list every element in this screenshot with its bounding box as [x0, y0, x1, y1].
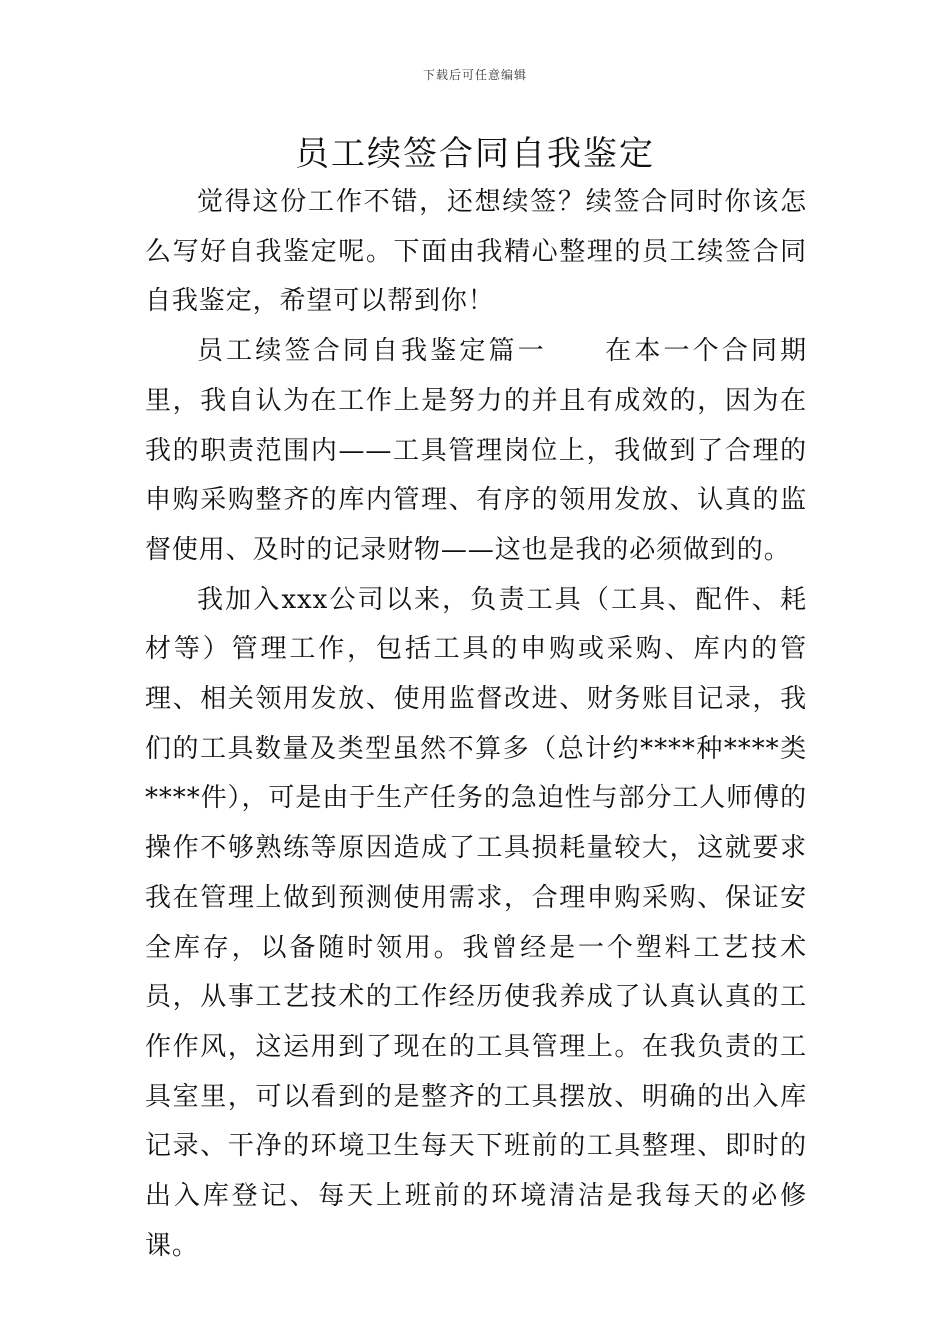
- header-note: 下载后可任意编辑: [422, 68, 527, 82]
- paragraph-section-one: 员工续签合同自我鉴定篇一 在本一个合同期里，我自认为在工作上是努力的并且有成效的，因为在我的职责范围内——工具管理岗位上，我做到了合理的申购采购整齐的库内管理、有序的领用发放、认真的监督使用、及时的记录财物——这也是我的必须做到的。: [145, 336, 807, 565]
- document-title: 员工续签合同自我鉴定: [295, 134, 655, 174]
- paragraph-work-description: 我加入xxx公司以来，负责工具（工具、配件、耗材等）管理工作，包括工具的申购或采购、库内的管理、相关领用发放、使用监督改进、财务账目记录，我们的工具数量及类型虽然不算多（总计约****种****类****件），可是由于生产任务的急迫性与部分工人师傅的操作不够熟练等原因造成了工具损耗量较大，这就要求我在管理上做到预测使用需求，合理申购采购、保证安全库存，以备随时领用。我曾经是一个塑料工艺技术员，从事工艺技术的工作经历使我养成了认真认真的工作作风，这运用到了现在的工具管理上。在我负责的工具室里，可以看到的是整齐的工具摆放、明确的出入库记录、干净的环境卫生每天下班前的工具整理、即时的出入库登记、每天上班前的环境清洁是我每天的必修课。: [145, 584, 807, 1261]
- paragraph-intro: 觉得这份工作不错，还想续签？续签合同时你该怎么写好自我鉴定呢。下面由我精心整理的员工续签合同自我鉴定，希望可以帮到你！: [145, 187, 807, 317]
- document-body: [145, 178, 807, 1271]
